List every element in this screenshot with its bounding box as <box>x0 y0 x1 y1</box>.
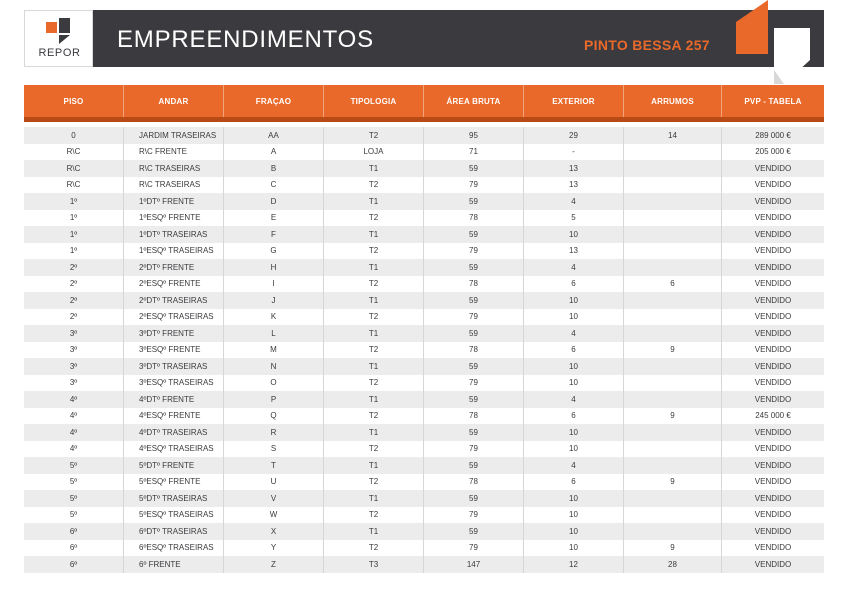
cell-tipologia: T3 <box>324 556 424 573</box>
cell-fracao: R <box>224 424 324 441</box>
cell-pvp: VENDIDO <box>754 394 792 404</box>
cell-pvp: VENDIDO <box>754 262 792 272</box>
cell-tipologia: T2 <box>324 177 424 194</box>
cell-piso: 2º <box>24 292 124 309</box>
cell-andar: 3ºESQº FRENTE <box>124 342 224 359</box>
cell-exterior: 10 <box>524 375 624 392</box>
table-row <box>24 457 824 474</box>
cell-fracao: F <box>224 226 324 243</box>
cell-piso: 4º <box>24 408 124 425</box>
cell-exterior: 6 <box>524 474 624 491</box>
cell-pvp: VENDIDO <box>754 180 792 190</box>
repor-logo-icon <box>46 18 72 44</box>
cell-andar: 2ºDTº TRASEIRAS <box>124 292 224 309</box>
cell-exterior: 4 <box>524 457 624 474</box>
cell-andar: R\C TRASEIRAS <box>124 160 224 177</box>
cell-tipologia: T2 <box>324 276 424 293</box>
cell-pvp: VENDIDO <box>754 328 792 338</box>
cell-tipologia: T2 <box>324 243 424 260</box>
cell-piso: 1º <box>24 193 124 210</box>
cell-exterior: 13 <box>524 177 624 194</box>
table-row <box>24 391 824 408</box>
cell-exterior: 13 <box>524 160 624 177</box>
cell-area-bruta: 59 <box>424 424 524 441</box>
cell-area-bruta: 59 <box>424 358 524 375</box>
cell-tipologia: T1 <box>324 358 424 375</box>
cell-arrumos: 9 <box>624 540 722 557</box>
cell-fracao: X <box>224 523 324 540</box>
cell-fracao: G <box>224 243 324 260</box>
cell-piso: 4º <box>24 424 124 441</box>
page-subtitle: PINTO BESSA 257 <box>584 37 710 53</box>
cell-area-bruta: 78 <box>424 474 524 491</box>
cell-pvp: VENDIDO <box>754 196 792 206</box>
cell-exterior: 4 <box>524 259 624 276</box>
table-row <box>24 160 824 177</box>
cell-andar: 6º FRENTE <box>124 556 224 573</box>
cell-tipologia: T1 <box>324 424 424 441</box>
cell-andar: 4ºESQº FRENTE <box>124 408 224 425</box>
cell-area-bruta: 59 <box>424 325 524 342</box>
cell-tipologia: T1 <box>324 490 424 507</box>
cell-arrumos <box>624 424 722 441</box>
cell-fracao: H <box>224 259 324 276</box>
cell-exterior: 10 <box>524 507 624 524</box>
cell-piso: 3º <box>24 325 124 342</box>
cell-area-bruta: 79 <box>424 177 524 194</box>
cell-andar: 3ºDTº TRASEIRAS <box>124 358 224 375</box>
cell-exterior: - <box>524 144 624 161</box>
cell-piso: 6º <box>24 556 124 573</box>
cell-pvp: VENDIDO <box>754 460 792 470</box>
cell-piso: 3º <box>24 342 124 359</box>
cell-piso: R\C <box>24 160 124 177</box>
cell-piso: 5º <box>24 507 124 524</box>
cell-tipologia: T1 <box>324 193 424 210</box>
cell-andar: 5ºESQº FRENTE <box>124 474 224 491</box>
table-row <box>24 276 824 293</box>
cell-arrumos <box>624 210 722 227</box>
cell-andar: 2ºESQº FRENTE <box>124 276 224 293</box>
cell-tipologia: T1 <box>324 457 424 474</box>
cell-andar: 5ºESQº TRASEIRAS <box>124 507 224 524</box>
cell-exterior: 4 <box>524 193 624 210</box>
table-row <box>24 127 824 144</box>
cell-andar: 1ºDTº FRENTE <box>124 193 224 210</box>
cell-pvp: VENDIDO <box>754 477 792 487</box>
cell-exterior: 10 <box>524 309 624 326</box>
table-body <box>24 127 824 573</box>
cell-piso: R\C <box>24 177 124 194</box>
table-row <box>24 325 824 342</box>
cell-andar: 4ºDTº FRENTE <box>124 391 224 408</box>
table-row <box>24 177 824 194</box>
header-fracao: FRAÇAO <box>224 85 324 117</box>
cell-piso: 1º <box>24 210 124 227</box>
cell-piso: 2º <box>24 309 124 326</box>
cell-piso: 3º <box>24 375 124 392</box>
cell-fracao: E <box>224 210 324 227</box>
cell-piso: R\C <box>24 144 124 161</box>
cell-pvp: VENDIDO <box>754 378 792 388</box>
cell-area-bruta: 59 <box>424 259 524 276</box>
table-row <box>24 540 824 557</box>
cell-tipologia: T1 <box>324 391 424 408</box>
cell-tipologia: T1 <box>324 292 424 309</box>
header-area-bruta: ÁREA BRUTA <box>424 85 524 117</box>
table-row <box>24 226 824 243</box>
cell-fracao: J <box>224 292 324 309</box>
table-row <box>24 375 824 392</box>
cell-area-bruta: 78 <box>424 342 524 359</box>
cell-arrumos <box>624 391 722 408</box>
cell-arrumos <box>624 309 722 326</box>
cell-fracao: Z <box>224 556 324 573</box>
cell-exterior: 4 <box>524 325 624 342</box>
cell-area-bruta: 59 <box>424 160 524 177</box>
cell-piso: 5º <box>24 457 124 474</box>
cell-piso: 1º <box>24 226 124 243</box>
cell-tipologia: T2 <box>324 474 424 491</box>
cell-piso: 2º <box>24 276 124 293</box>
cell-arrumos <box>624 523 722 540</box>
cell-fracao: M <box>224 342 324 359</box>
cell-piso: 0 <box>24 127 124 144</box>
cell-area-bruta: 78 <box>424 276 524 293</box>
cell-arrumos: 9 <box>624 408 722 425</box>
header-piso: PISO <box>24 85 124 117</box>
cell-andar: 4ºESQº TRASEIRAS <box>124 441 224 458</box>
cell-pvp: VENDIDO <box>754 213 792 223</box>
cell-fracao: O <box>224 375 324 392</box>
cell-tipologia: T2 <box>324 375 424 392</box>
header-andar: ANDAR <box>124 85 224 117</box>
cell-arrumos: 28 <box>624 556 722 573</box>
cell-andar: 6ºDTº TRASEIRAS <box>124 523 224 540</box>
cell-exterior: 6 <box>524 342 624 359</box>
cell-area-bruta: 59 <box>424 391 524 408</box>
cell-fracao: B <box>224 160 324 177</box>
cell-piso: 5º <box>24 490 124 507</box>
cell-pvp: VENDIDO <box>754 279 792 289</box>
cell-arrumos <box>624 243 722 260</box>
cell-tipologia: T2 <box>324 210 424 227</box>
cell-area-bruta: 59 <box>424 457 524 474</box>
cell-exterior: 10 <box>524 226 624 243</box>
cell-exterior: 10 <box>524 424 624 441</box>
cell-area-bruta: 59 <box>424 523 524 540</box>
cell-exterior: 12 <box>524 556 624 573</box>
cell-area-bruta: 95 <box>424 127 524 144</box>
cell-andar: 4ºDTº TRASEIRAS <box>124 424 224 441</box>
header-tipologia: TIPOLOGIA <box>324 85 424 117</box>
cell-piso: 6º <box>24 540 124 557</box>
cell-fracao: U <box>224 474 324 491</box>
table-row <box>24 424 824 441</box>
cell-exterior: 10 <box>524 441 624 458</box>
cell-fracao: S <box>224 441 324 458</box>
cell-andar: R\C TRASEIRAS <box>124 177 224 194</box>
table-row <box>24 193 824 210</box>
cell-pvp: VENDIDO <box>754 163 792 173</box>
table-row <box>24 441 824 458</box>
cell-pvp: 289 000 € <box>755 130 791 140</box>
cell-pvp: VENDIDO <box>754 246 792 256</box>
cell-pvp: VENDIDO <box>754 295 792 305</box>
cell-andar: 5ºDTº TRASEIRAS <box>124 490 224 507</box>
cell-andar: 3ºDTº FRENTE <box>124 325 224 342</box>
cell-arrumos: 9 <box>624 342 722 359</box>
cell-tipologia: T2 <box>324 309 424 326</box>
cell-tipologia: T2 <box>324 127 424 144</box>
cell-fracao: Y <box>224 540 324 557</box>
cell-arrumos <box>624 259 722 276</box>
cell-pvp: VENDIDO <box>754 361 792 371</box>
cell-arrumos <box>624 441 722 458</box>
cell-pvp: VENDIDO <box>754 526 792 536</box>
cell-exterior: 5 <box>524 210 624 227</box>
cell-fracao: A <box>224 144 324 161</box>
cell-piso: 3º <box>24 358 124 375</box>
cell-arrumos <box>624 375 722 392</box>
cell-fracao: Q <box>224 408 324 425</box>
cell-area-bruta: 78 <box>424 210 524 227</box>
cell-area-bruta: 59 <box>424 292 524 309</box>
cell-area-bruta: 59 <box>424 193 524 210</box>
table-row <box>24 309 824 326</box>
logo-text: REPOR <box>38 47 81 59</box>
cell-exterior: 10 <box>524 523 624 540</box>
cell-pvp: VENDIDO <box>754 229 792 239</box>
cell-andar: 2ºDTº FRENTE <box>124 259 224 276</box>
cell-arrumos <box>624 292 722 309</box>
cell-arrumos <box>624 507 722 524</box>
cell-pvp: VENDIDO <box>754 510 792 520</box>
cell-exterior: 10 <box>524 292 624 309</box>
cell-arrumos: 6 <box>624 276 722 293</box>
cell-arrumos <box>624 144 722 161</box>
cell-fracao: P <box>224 391 324 408</box>
table-row <box>24 408 824 425</box>
cell-piso: 2º <box>24 259 124 276</box>
cell-pvp: VENDIDO <box>754 559 792 569</box>
cell-exterior: 10 <box>524 358 624 375</box>
cell-exterior: 6 <box>524 276 624 293</box>
header-arrumos: ARRUMOS <box>624 85 722 117</box>
cell-area-bruta: 147 <box>424 556 524 573</box>
cell-area-bruta: 59 <box>424 226 524 243</box>
cell-exterior: 6 <box>524 408 624 425</box>
table-row <box>24 474 824 491</box>
logo[interactable] <box>24 10 93 67</box>
cell-exterior: 29 <box>524 127 624 144</box>
table-row <box>24 259 824 276</box>
cell-area-bruta: 79 <box>424 507 524 524</box>
cell-fracao: N <box>224 358 324 375</box>
table-row <box>24 556 824 573</box>
cell-area-bruta: 71 <box>424 144 524 161</box>
cell-andar: 6ºESQº TRASEIRAS <box>124 540 224 557</box>
cell-tipologia: T1 <box>324 259 424 276</box>
table-row <box>24 358 824 375</box>
cell-fracao: W <box>224 507 324 524</box>
units-table <box>24 85 824 573</box>
cell-tipologia: LOJA <box>324 144 424 161</box>
cell-arrumos <box>624 457 722 474</box>
cell-andar: 1ºESQº FRENTE <box>124 210 224 227</box>
cell-area-bruta: 79 <box>424 375 524 392</box>
cell-arrumos <box>624 177 722 194</box>
cell-andar: 2ºESQº TRASEIRAS <box>124 309 224 326</box>
cell-exterior: 10 <box>524 540 624 557</box>
cell-andar: R\C FRENTE <box>124 144 224 161</box>
cell-fracao: D <box>224 193 324 210</box>
cell-arrumos: 9 <box>624 474 722 491</box>
cell-pvp: VENDIDO <box>754 543 792 553</box>
cell-tipologia: T2 <box>324 507 424 524</box>
cell-fracao: T <box>224 457 324 474</box>
cell-pvp: VENDIDO <box>754 444 792 454</box>
cell-andar: 5ºDTº FRENTE <box>124 457 224 474</box>
cell-pvp: VENDIDO <box>754 312 792 322</box>
cell-area-bruta: 79 <box>424 441 524 458</box>
cell-arrumos <box>624 193 722 210</box>
cell-area-bruta: 78 <box>424 408 524 425</box>
cell-arrumos <box>624 160 722 177</box>
cell-fracao: V <box>224 490 324 507</box>
table-row <box>24 342 824 359</box>
cell-piso: 6º <box>24 523 124 540</box>
cell-area-bruta: 79 <box>424 540 524 557</box>
cell-fracao: L <box>224 325 324 342</box>
cell-exterior: 4 <box>524 391 624 408</box>
table-row <box>24 507 824 524</box>
cell-tipologia: T2 <box>324 408 424 425</box>
cell-pvp: VENDIDO <box>754 345 792 355</box>
cell-area-bruta: 79 <box>424 309 524 326</box>
table-row <box>24 144 824 161</box>
cell-fracao: AA <box>224 127 324 144</box>
cell-andar: 1ºESQº TRASEIRAS <box>124 243 224 260</box>
cell-exterior: 10 <box>524 490 624 507</box>
cell-piso: 5º <box>24 474 124 491</box>
cell-tipologia: T1 <box>324 160 424 177</box>
cell-tipologia: T1 <box>324 523 424 540</box>
page-title: EMPREENDIMENTOS <box>117 26 374 53</box>
cell-pvp: VENDIDO <box>754 427 792 437</box>
cell-piso: 1º <box>24 243 124 260</box>
cell-andar: JARDIM TRASEIRAS <box>124 127 224 144</box>
header-pvp-tabela: PVP - TABELA <box>744 96 802 106</box>
cell-area-bruta: 59 <box>424 490 524 507</box>
cell-arrumos <box>624 226 722 243</box>
cell-fracao: K <box>224 309 324 326</box>
cell-exterior: 13 <box>524 243 624 260</box>
cell-andar: 3ºESQº TRASEIRAS <box>124 375 224 392</box>
cell-tipologia: T2 <box>324 441 424 458</box>
cell-fracao: C <box>224 177 324 194</box>
cell-tipologia: T2 <box>324 342 424 359</box>
cell-arrumos <box>624 490 722 507</box>
cell-arrumos: 14 <box>624 127 722 144</box>
cell-andar: 1ºDTº TRASEIRAS <box>124 226 224 243</box>
cell-pvp: 205 000 € <box>755 147 791 157</box>
cell-pvp: VENDIDO <box>754 493 792 503</box>
corner-decoration-icon <box>736 0 824 84</box>
cell-pvp: 245 000 € <box>755 411 791 421</box>
cell-tipologia: T1 <box>324 226 424 243</box>
cell-piso: 4º <box>24 441 124 458</box>
cell-piso: 4º <box>24 391 124 408</box>
cell-tipologia: T1 <box>324 325 424 342</box>
table-row <box>24 490 824 507</box>
cell-arrumos <box>624 325 722 342</box>
cell-fracao: I <box>224 276 324 293</box>
table-row <box>24 243 824 260</box>
cell-area-bruta: 79 <box>424 243 524 260</box>
table-row <box>24 292 824 309</box>
table-row <box>24 210 824 227</box>
table-row <box>24 523 824 540</box>
cell-arrumos <box>624 358 722 375</box>
table-header <box>24 85 824 122</box>
cell-tipologia: T2 <box>324 540 424 557</box>
header-exterior: EXTERIOR <box>524 85 624 117</box>
